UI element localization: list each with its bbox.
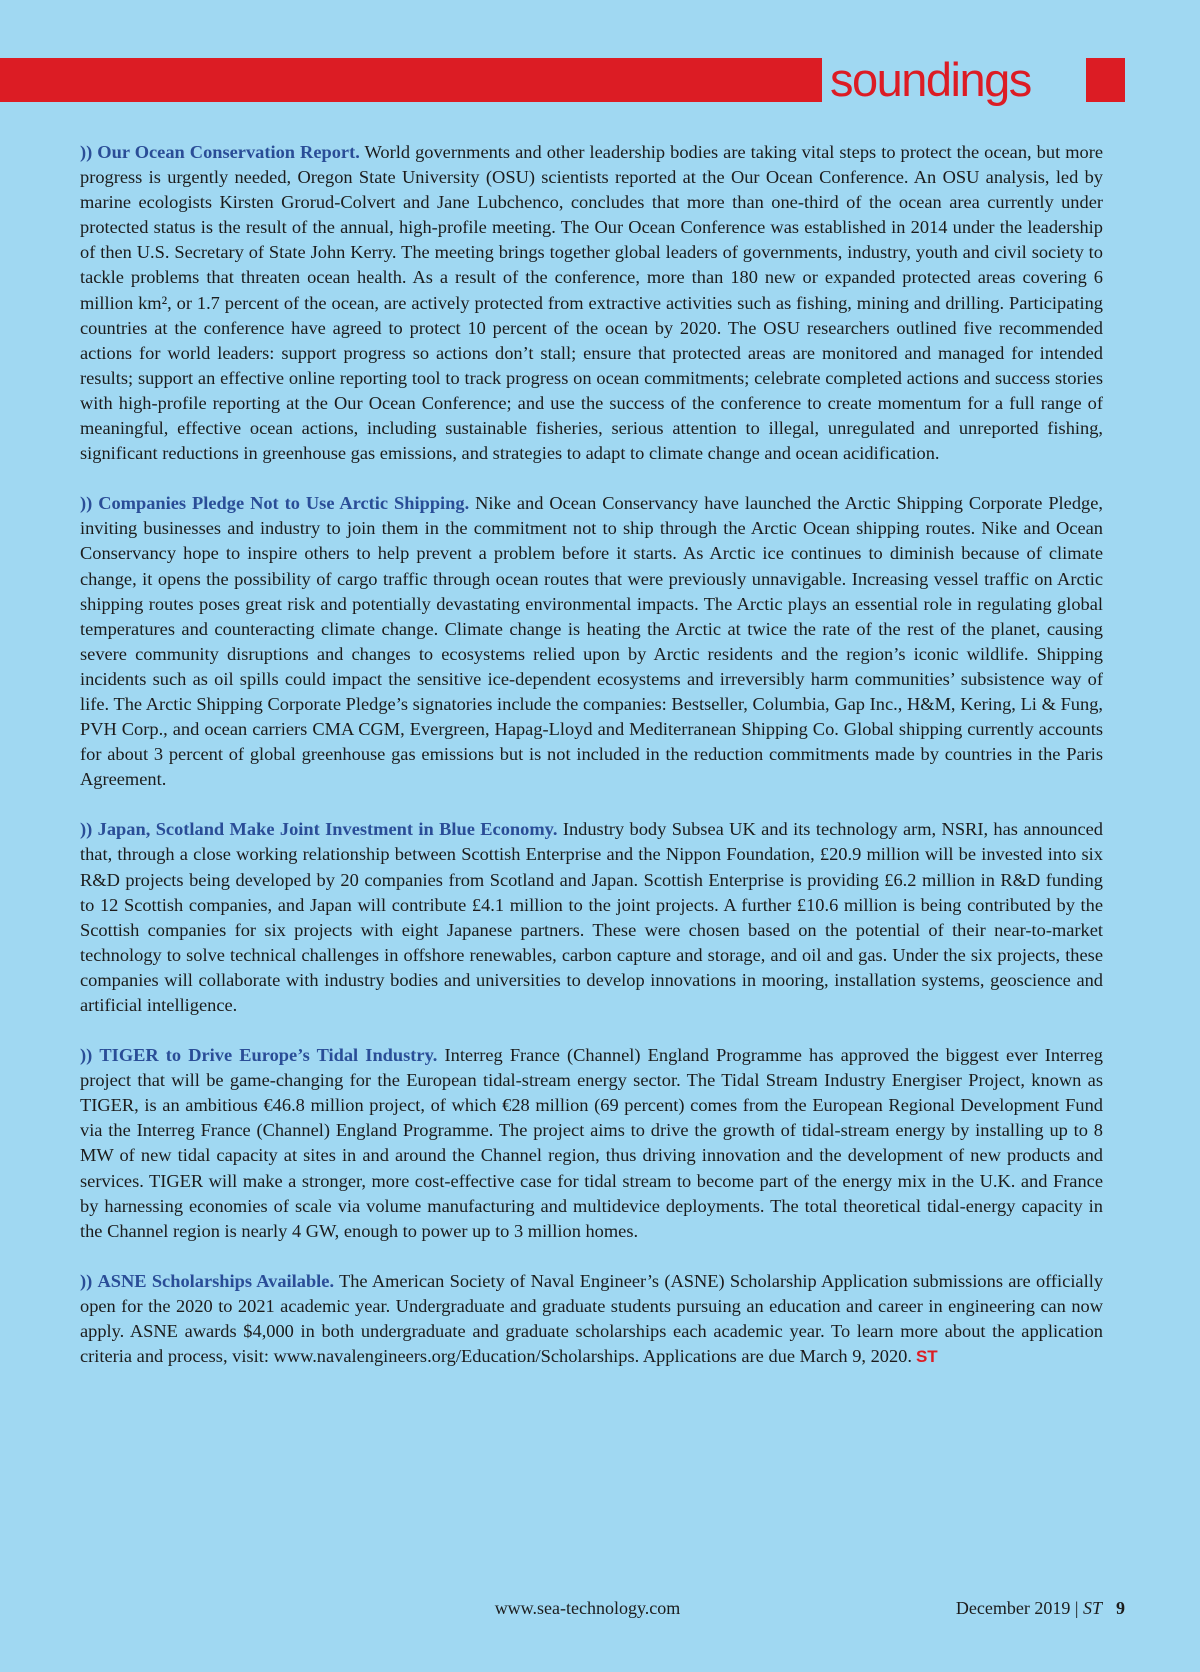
article-marker: )) — [80, 493, 93, 514]
footer-date: December 2019 — [955, 1598, 1071, 1618]
article-headline: TIGER to Drive Europe’s Tidal Industry. — [99, 1045, 438, 1066]
article-list — [80, 140, 1103, 1394]
footer-publication: ST — [1082, 1598, 1102, 1618]
article-ocean-conservation — [80, 140, 1103, 466]
article-headline: ASNE Scholarships Available. — [97, 1270, 335, 1291]
footer-separator: | — [1074, 1598, 1079, 1618]
article-marker: )) — [80, 819, 93, 840]
article-headline: Our Ocean Conservation Report. — [97, 142, 360, 162]
article-marker: )) — [80, 1045, 93, 1066]
article-body: Nike and Ocean Conservancy have launched the Arctic Shipping Corporate Pledge, inviting businesses and industry to join them in the commitment not to ship through the Arctic Ocean shipping routes. Nike and Ocean Conservancy hope to inspire others to help prevent a problem before it starts. As Arctic ice continues to diminish because of climate change, it opens the possibility of cargo traffic through ocean routes that were previously unnavigable. Increasing vessel traffic on Arctic shipping routes poses great risk and potentially devastating environmental impacts. The Arctic plays an essential role in regulating global temperatures and counteracting climate change. Climate change is heating the Arctic at twice the rate of the rest of the planet, causing severe community disruptions and changes to ecosystems relied upon by Arctic residents and the region’s iconic wildlife. Shipping incidents such as oil spills could impact the sensitive ice-dependent ecosystems and irreversibly harm communities’ subsistence way of life. The Arctic Shipping Corporate Pledge’s signatories include the companies: Bestseller, Columbia, Gap Inc., H&M, Kering, Li & Fung, PVH Corp., and ocean carriers CMA CGM, Evergreen, Hapag-Lloyd and Mediterranean Shipping Co. Global shipping currently accounts for about 3 percent of global greenhouse gas emissions but is not included in the reduction commitments made by countries in the Paris Agreement. — [80, 493, 1103, 790]
article-headline: Japan, Scotland Make Joint Investment in Blue Economy. — [97, 819, 558, 840]
section-title: soundings — [830, 53, 1031, 106]
article-body: Industry body Subsea UK and its technology arm, NSRI, has announced that, through a close working relationship between Scottish Enterprise and the Nippon Foundation, £20.9 million will be invested into six R&D projects being developed by 20 companies from Scotland and Japan. Scottish Enterprise is providing £6.2 million in R&D funding to 12 Scottish companies, and Japan will contribute £4.1 million to the joint projects. A further £10.6 million is being contributed by the Scottish companies for six projects with eight Japanese partners. These were chosen based on the potential of their near-to-market technology to solve technical challenges in offshore renewables, carbon capture and storage, and oil and gas. Under the six projects, these companies will collaborate with industry bodies and universities to develop innovations in mooring, installation systems, geoscience and artificial intelligence. — [80, 819, 1103, 1015]
article-blue-economy — [80, 817, 1103, 1018]
article-tiger-tidal — [80, 1043, 1103, 1244]
page-number: 9 — [1116, 1598, 1125, 1618]
end-of-article-mark: ST — [915, 1347, 938, 1367]
article-body: Interreg France (Channel) England Programme has approved the biggest ever Interreg project that will be game-changing for the European tidal-stream energy sector. The Tidal Stream Industry Energiser Project, known as TIGER, is an ambitious €46.8 million project, of which €28 million (69 percent) comes from the European Regional Development Fund via the Interreg France (Channel) England Programme. The project aims to drive the growth of tidal-stream energy by installing up to 8 MW of new tidal capacity at sites in and around the Channel region, thus driving innovation and the development of new products and services. TIGER will make a stronger, more cost-effective case for tidal stream to become part of the energy mix in the U.K. and France by harnessing economies of scale via volume manufacturing and multidevice deployments. The total theoretical tidal-energy capacity in the Channel region is nearly 4 GW, enough to power up to 3 million homes. — [80, 1045, 1104, 1241]
article-asne-scholarships — [80, 1269, 1103, 1369]
header-end-block — [1086, 58, 1125, 102]
article-headline: Companies Pledge Not to Use Arctic Shipping. — [98, 493, 470, 514]
article-body: The American Society of Naval Engineer’s (ASNE) Scholarship Application submissions are officially open for the 2020 to 2021 academic year. Undergraduate and graduate students pursuing an education and career in engineering can now apply. ASNE awards $4,000 in both undergraduate and graduate scholarships each academic year. To learn more about the application criteria and process, visit: www.navalengineers.org/Education/Scholarships. Applications are due March 9, 2020. — [80, 1270, 1104, 1367]
footer-issue-info — [956, 1598, 1125, 1619]
footer-website-url: www.sea-technology.com — [494, 1598, 681, 1618]
article-body: World governments and other leadership bodies are taking vital steps to protect the ocean, but more progress is urgently needed, Oregon State University (OSU) scientists reported at the Our Ocean Conference. An OSU analysis, led by marine ecologists Kirsten Grorud-Colvert and Jane Lubchenco, concludes that more than one-third of the ocean area currently under protected status is the result of the annual, high-profile meeting. The Our Ocean Conference was established in 2014 under the leadership of then U.S. Secretary of State John Kerry. The meeting brings together global leaders of governments, industry, youth and civil society to tackle problems that threaten ocean health. As a result of the conference, more than 180 new or expanded protected areas covering 6 million km², or 1.7 percent of the ocean, are actively protected from extractive activities such as fishing, mining and drilling. Participating countries at the conference have agreed to protect 10 percent of the ocean by 2020. The OSU researchers outlined five recommended actions for world leaders: support progress so actions don’t stall; ensure that protected areas are monitored and managed for intended results; support an effective online reporting tool to track progress on ocean commitments; celebrate completed actions and success stories with high-profile reporting at the Our Ocean Conference; and use the success of the conference to create momentum for a full range of meaningful, effective ocean actions, including sustainable fisheries, serious attention to illegal, unregulated and unreported fishing, significant reductions in greenhouse gas emissions, and strategies to adapt to climate change and ocean acidification. — [80, 142, 1103, 464]
header-banner-bar — [0, 58, 822, 102]
article-arctic-shipping — [80, 491, 1103, 792]
article-marker: )) — [80, 1270, 93, 1291]
article-marker: )) — [80, 142, 93, 162]
